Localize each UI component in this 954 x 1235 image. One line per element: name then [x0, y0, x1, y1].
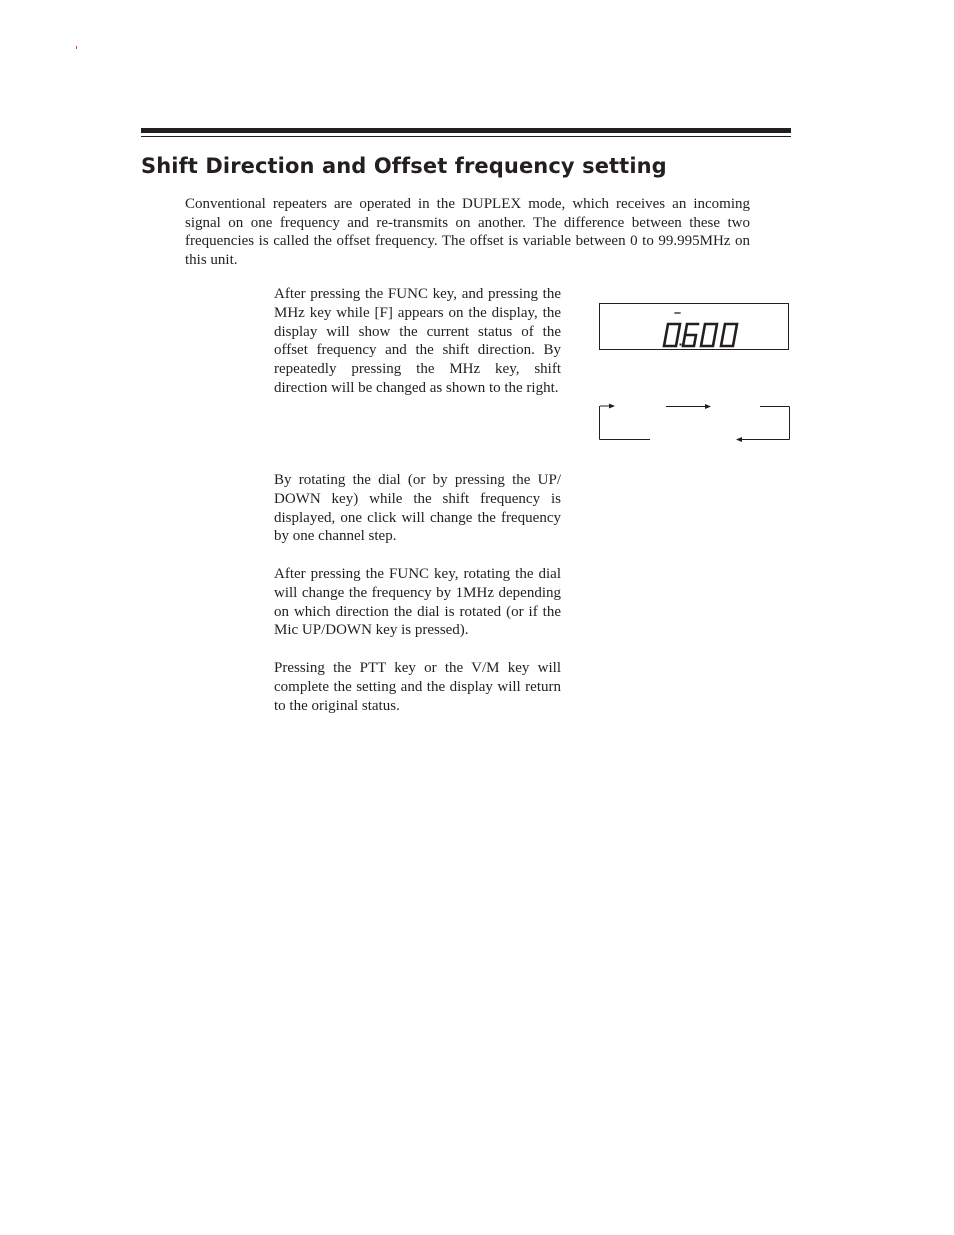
paragraph-func-dial: After pressing the FUNC key, rotating the dial will change the frequency by 1MHz depending on which direction the dial is rotated (or if the Mic UP/DOWN key is pressed).: [274, 566, 561, 639]
heading-rule-thin: [141, 136, 791, 137]
lcd-display: [599, 303, 789, 350]
paragraph-dial-step: By rotating the dial (or by pressing the UP/ DOWN key) while the shift frequency is displayed, one click will change the frequency by one channel step.: [274, 472, 561, 545]
paragraph-ptt-vm: Pressing the PTT key or the V/M key will complete the setting and the display will return to the original status.: [274, 660, 561, 714]
registration-mark: [76, 46, 77, 49]
shift-direction-cycle-diagram: [598, 400, 792, 444]
paragraph-func-mhz: After pressing the FUNC key, and pressing the MHz key while [F] appears on the display, the display will show the current status of the offset frequency and the shift direction. By repeatedly pressing the MHz key, shift direction will be changed as shown to the right.: [274, 286, 561, 396]
intro-paragraph: Conventional repeaters are operated in the DUPLEX mode, which receives an incoming signal on one frequency and re-transmits on another. The difference between these two frequencies is called the offset frequency. The offset is variable between 0 to 99.995MHz on this unit.: [185, 196, 750, 269]
lcd-digits-graphic: [600, 304, 790, 351]
section-title: Shift Direction and Offset frequency setting: [141, 154, 667, 178]
heading-rule-thick: [141, 128, 791, 133]
